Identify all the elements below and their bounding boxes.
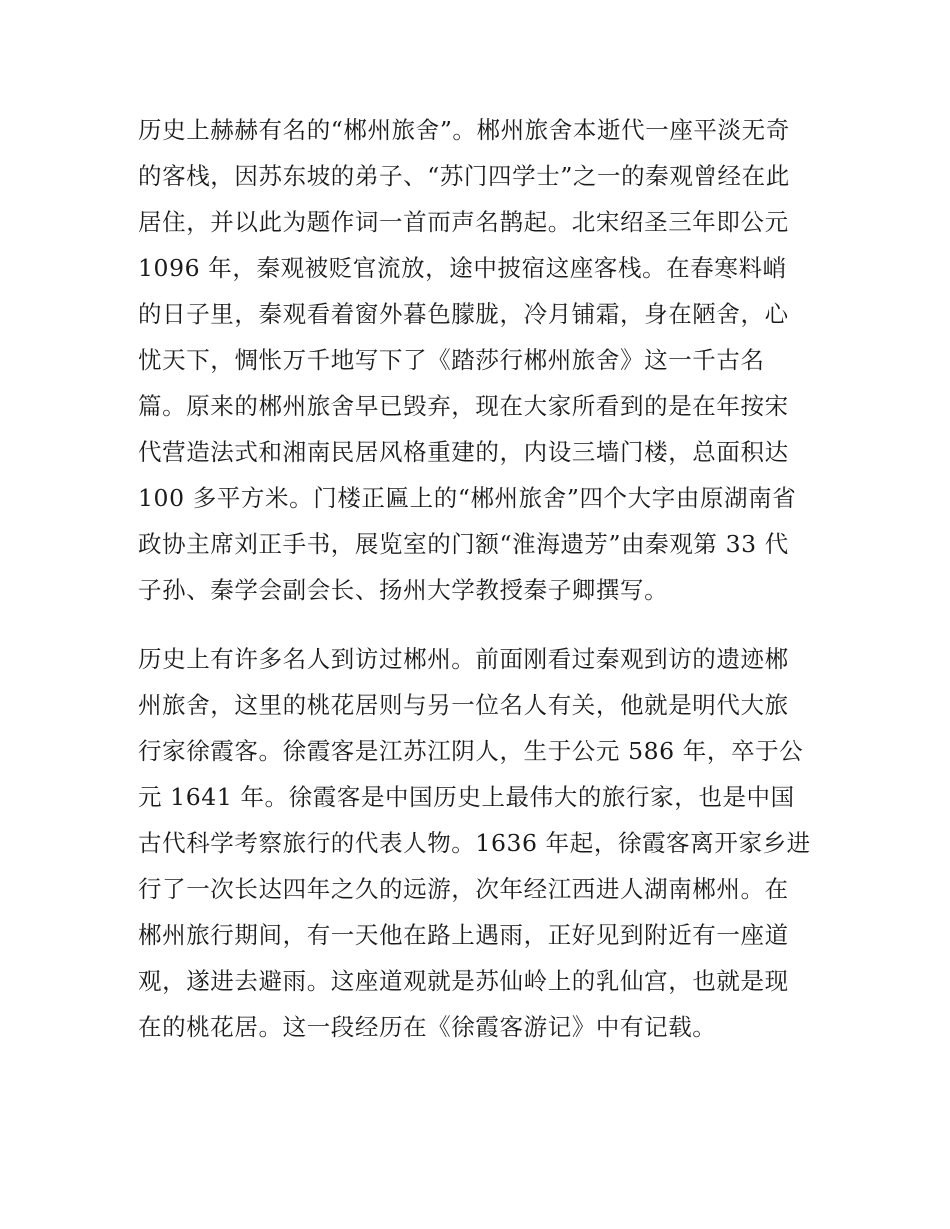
text-line: 行家徐霞客。徐霞客是江苏江阴人，生于公元 586 年，卒于公 bbox=[138, 737, 804, 765]
text-line: 观，遂进去避雨。这座道观就是苏仙岭上的乳仙宫，也就是现 bbox=[138, 967, 789, 995]
text-line: 1096 年，秦观被贬官流放，途中披宿这座客栈。在春寒料峭 bbox=[138, 254, 787, 282]
paragraph-xu-xiake bbox=[138, 636, 818, 1050]
text-line: 政协主席刘正手书，展览室的门额“淮海遗芳”由秦观第 33 代 bbox=[138, 530, 789, 558]
text-line: 的客栈，因苏东坡的弟子、“苏门四学士”之一的秦观曾经在此 bbox=[138, 162, 790, 190]
text-line: 元 1641 年。徐霞客是中国历史上最伟大的旅行家，也是中国 bbox=[138, 783, 795, 811]
paragraph-binglang-lushe bbox=[138, 107, 818, 613]
text-line: 在的桃花居。这一段经历在《徐霞客游记》中有记载。 bbox=[138, 1013, 717, 1041]
text-line: 历史上赫赫有名的“郴州旅舍”。郴州旅舍本逝代一座平淡无奇 bbox=[138, 116, 790, 144]
text-line: 州旅舍，这里的桃花居则与另一位名人有关，他就是明代大旅 bbox=[138, 691, 789, 719]
text-line: 篇。原来的郴州旅舍早已毁弃，现在大家所看到的是在年按宋 bbox=[138, 392, 789, 420]
text-line: 的日子里，秦观看着窗外暮色朦胧，冷月铺霜，身在陋舍，心 bbox=[138, 300, 789, 328]
text-line: 历史上有许多名人到访过郴州。前面刚看过秦观到访的遗迹郴 bbox=[138, 645, 789, 673]
text-line: 忧天下，惆怅万千地写下了《踏莎行郴州旅舍》这一千古名 bbox=[138, 346, 765, 374]
text-line: 郴州旅行期间，有一天他在路上遇雨，正好见到附近有一座道 bbox=[138, 921, 789, 949]
text-line: 行了一次长达四年之久的远游，次年经江西进人湖南郴州。在 bbox=[138, 875, 789, 903]
text-line: 居住，并以此为题作词一首而声名鹊起。北宋绍圣三年即公元 bbox=[138, 208, 789, 236]
text-line: 古代科学考察旅行的代表人物。1636 年起，徐霞客离开家乡进 bbox=[138, 829, 811, 857]
text-line: 代营造法式和湘南民居风格重建的，内设三墙门楼，总面积达 bbox=[138, 438, 789, 466]
text-line: 子孙、秦学会副会长、扬州大学教授秦子卿撰写。 bbox=[138, 576, 669, 604]
text-line: 100 多平方米。门楼正匾上的“郴州旅舍”四个大字由原湖南省 bbox=[138, 484, 797, 512]
